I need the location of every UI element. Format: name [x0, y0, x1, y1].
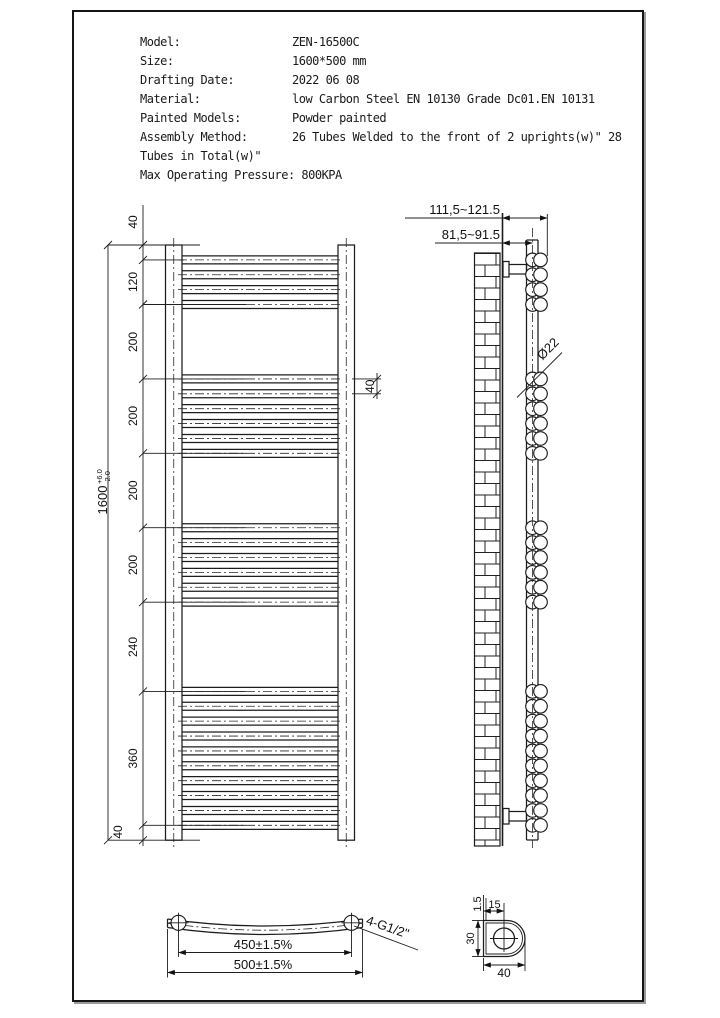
front-tubes: [178, 256, 342, 829]
dim-label-overall-height: 1600: [95, 485, 110, 515]
front-view: [95, 205, 381, 847]
detail-view: [465, 895, 525, 980]
spec-label: Drafting Date:: [140, 73, 235, 87]
spec-label: Painted Models:: [140, 111, 241, 125]
spec-value: 1600*500 mm: [292, 54, 366, 68]
top-wall-bracket: [503, 262, 527, 278]
dim-label-120: 120: [126, 271, 140, 293]
dim-label-wall-thickness: 1.5: [472, 896, 484, 912]
dim-label-200-a: 200: [126, 331, 140, 353]
dim-label-tube-pitch: 40: [363, 379, 377, 393]
spec-value: 26 Tubes Welded to the front of 2 uprights(w)" 28: [292, 130, 622, 144]
dim-label-hole-offset: 15: [488, 899, 501, 911]
tube-centerline: [168, 923, 363, 930]
wall-brick-hatch: [475, 253, 501, 846]
plan-view: [168, 913, 419, 978]
dim-label-40-bottom: 40: [111, 825, 125, 839]
tube-bottom-edge: [168, 928, 363, 935]
dim-label-wall-distance-outer: 111,5~121.5: [429, 202, 500, 217]
dim-label-wall-distance-inner: 81,5~91.5: [441, 227, 500, 242]
spec-label: Model:: [140, 35, 181, 49]
dim-label-360: 360: [126, 748, 140, 769]
spec-value: Powder painted: [292, 111, 387, 125]
dim-label-tolerance-minus: -2.0: [103, 471, 112, 484]
dim-label-centers-width: 450±1.5%: [233, 937, 293, 952]
dim-label-profile-height: 30: [465, 932, 477, 945]
dim-label-overall-width: 500±1.5%: [233, 957, 293, 972]
dim-label-thread: 4-G1/2": [364, 912, 412, 942]
plan-dimensions: [168, 913, 419, 978]
spec-value: Max Operating Pressure: 800KPA: [140, 168, 342, 182]
spec-label: Size:: [140, 54, 174, 68]
spec-label: Assembly Method:: [140, 130, 248, 144]
spec-value: 2022 06 08: [292, 73, 360, 87]
dim-label-200-d: 200: [126, 554, 140, 576]
tube-top-edge: [168, 919, 363, 926]
side-view: [405, 202, 562, 848]
spec-value: ZEN-16500C: [292, 35, 360, 49]
dim-label-profile-width: 40: [497, 966, 511, 980]
bottom-wall-bracket: [503, 809, 527, 825]
spec-value: low Carbon Steel EN 10130 Grade Dc01.EN 10131: [292, 92, 595, 106]
side-tube-circles: [526, 253, 548, 832]
dim-label-tube-diameter: Ø22: [533, 334, 562, 363]
dim-label-200-c: 200: [126, 480, 140, 501]
spec-value: Tubes in Total(w)": [140, 149, 262, 163]
spec-label: Material:: [140, 92, 201, 106]
detail-dimensions: [465, 895, 525, 980]
dim-label-tolerance-plus: +6.0: [95, 469, 104, 484]
dim-label-40-top: 40: [126, 215, 140, 229]
dim-label-200-b: 200: [126, 405, 140, 427]
dim-label-240: 240: [126, 636, 140, 658]
